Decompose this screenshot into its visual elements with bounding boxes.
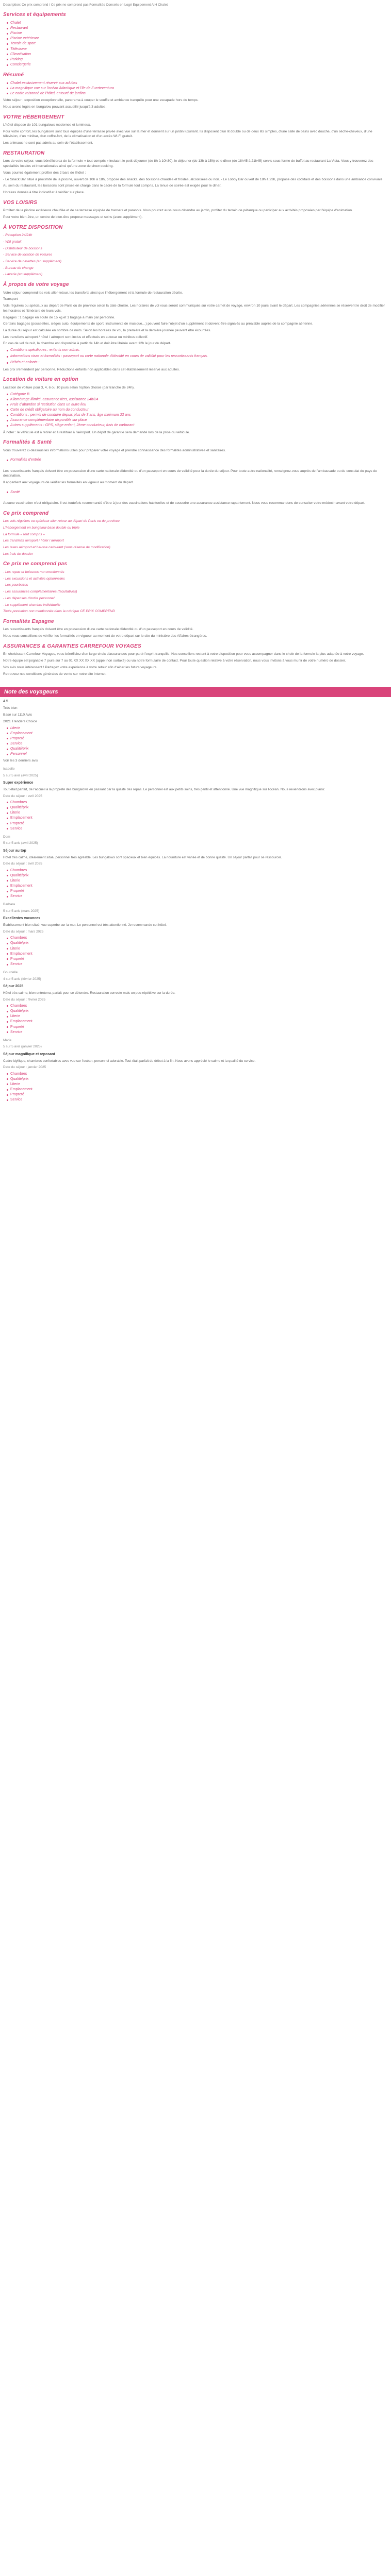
restauration-p4: Au sein du restaurant, les boissons sont prises en charge dans le cadre de la formule tout compris. La tenue de soirée est exigée pour le dîner. — [3, 184, 222, 188]
review-title: Excellentes vacances — [3, 917, 40, 921]
review-author: Isabelle — [3, 767, 15, 771]
restauration-p5: Horaires donnés à titre indicatif et à vérifier sur place. — [3, 191, 85, 195]
resume-p1: Votre séjour : exposition exceptionnelle, panorama à couper le souffle et ambiance tranquille pour une escapade hors du temps. — [3, 98, 199, 103]
score-criterion: Literie — [6, 726, 388, 731]
transport-p11: Bébés et enfants : — [6, 360, 388, 365]
review-rating: 5 sur 5 avis (avril 2025) — [3, 841, 38, 845]
voyage-title: Formalités Espagne — [3, 618, 54, 624]
review-criterion: Service — [6, 826, 388, 832]
review-date: Date du séjour : avril 2025 — [3, 862, 42, 866]
review-criterion: Emplacement — [6, 884, 388, 889]
disposition-item: - Distributeur de boissons — [3, 246, 42, 250]
reviews-banner — [0, 687, 391, 697]
noninclus-p3: - Les pourboires — [3, 583, 28, 587]
location-item: Conditions : permis de conduire depuis plus de 3 ans, âge minimum 23 ans — [6, 413, 388, 418]
review-author: Gourdelle — [3, 971, 18, 975]
resume-item: Le cadre raisonné de l'hôtel, entouré de jardins — [6, 91, 388, 96]
review-criterion: Qualité/prix — [6, 1077, 388, 1082]
review-rating: 4 sur 5 avis (février 2025) — [3, 977, 41, 981]
noninclus-title: Ce prix ne comprend pas — [3, 561, 68, 567]
disposition-item: - Service de location de voitures — [3, 253, 53, 257]
transport-p7: Les transferts aéroport / hôtel / aéroport sont inclus et effectués en autocar ou minibus collectif. — [3, 335, 149, 339]
inclus-p2: L'hébergement en bungalow base double ou triple — [3, 526, 80, 530]
review-criterion: Literie — [6, 810, 388, 816]
score-criterion: Service — [6, 741, 388, 747]
review-criterion: Emplacement — [6, 1019, 388, 1024]
inclus-p1: Les vols réguliers ou spéciaux aller-retour au départ de Paris ou de province — [3, 519, 120, 523]
review-criterion: Chambres — [6, 936, 388, 941]
review-item — [3, 970, 388, 1035]
assurances-p4: Retrouvez nos conditions générales de vente sur notre site internet. — [3, 672, 107, 676]
review-criterion: Chambres — [6, 868, 388, 873]
inclus-p6: Les frais de dossier — [3, 552, 33, 556]
formalites-list2 — [6, 490, 388, 495]
service-item: Climatisation — [6, 52, 388, 57]
service-item: Restaurant — [6, 26, 388, 31]
services-list — [6, 21, 388, 67]
formalites-item: Santé — [6, 490, 388, 495]
formalites-list — [6, 457, 388, 463]
resume-title: Résumé — [3, 72, 24, 78]
transport-p8: En cas de vol de nuit, la chambre est disponible à partir de 14h et doit être libérée avant 12h le jour du départ. — [3, 342, 171, 346]
review-body: Hôtel très calme, idéalement situé, personnel très agréable. Les bungalows sont spacieux et bien équipés. La nourriture est variée et de bonne qualité. Un séjour parfait pour se ressourcer. — [3, 855, 282, 859]
loisirs-title: VOS LOISIRS — [3, 199, 38, 206]
review-date: Date du séjour : mars 2025 — [3, 929, 44, 934]
review-criterion: Literie — [6, 1082, 388, 1087]
resume-list — [6, 81, 388, 96]
assurances-p3: Vos avis nous intéressent ! Partagez votre expérience à votre retour afin d'aider les futurs voyageurs. — [3, 665, 158, 669]
review-criterion: Propreté — [6, 1025, 388, 1030]
review-criterion: Qualité/prix — [6, 1009, 388, 1014]
locations-p2: À noter : le véhicule est à retirer et à restituer à l'aéroport. Un dépôt de garantie sera demandé lors de la prise du véhicule. — [3, 430, 190, 434]
formalites-p3: Il appartient aux voyageurs de vérifier les formalités en vigueur au moment du départ. — [3, 481, 134, 485]
review-criterion: Literie — [6, 878, 388, 884]
review-author: Dom — [3, 835, 10, 839]
voyage-p1: Les ressortissants français doivent être en possession d'une carte nationale d'identité ou d'un passeport en cours de validité. — [3, 628, 193, 632]
service-item: Terrain de sport — [6, 41, 388, 46]
hebergement-title: VOTRE HÉBERGEMENT — [3, 114, 64, 120]
resume-item: La magnifique vue sur l'océan Atlantique et l'île de Fuerteventura — [6, 86, 388, 91]
review-criterion: Emplacement — [6, 1087, 388, 1092]
reviews-banner-title: Note des voyageurs — [4, 689, 58, 696]
score-criteria-list — [6, 726, 388, 757]
score-value: 4.5 — [3, 700, 8, 704]
restauration-p3: - Le Snack Bar situé à proximité de la piscine, ouvert de 10h à 18h, propose des snacks, des boissons chaudes et froides, alcoolisées ou non. - Le Lobby Bar ouvert de 18h à 23h, propose des cocktails et des boissons dans une ambiance conviviale. — [3, 177, 384, 181]
assurances-title: ASSURANCES & GARANTIES CARREFOUR VOYAGES — [3, 643, 141, 649]
noninclus-p7: Toute prestation non mentionnée dans la rubrique CE PRIX COMPREND — [3, 609, 115, 614]
hebergement-p2: Pour votre confort, les bungalows sont tous équipés d'une terrasse privée avec vue sur la mer et donnent sur un jardin luxuriant. Ils disposent d'un lit double ou de deux lits simples, d'une salle de bains avec douche, d'un sèche-cheveux, d'une télévision, d'un minibar, d'un coffre-fort, de la climatisation et d'un accès Wi-Fi gratuit. — [3, 129, 372, 139]
transport-title: À propos de votre voyage — [3, 282, 69, 288]
review-criteria — [6, 936, 388, 967]
transport-p4: Bagages : 1 bagage en soute de 15 kg et 1 bagage à main par personne. — [3, 315, 116, 319]
score-label: Très bien — [3, 706, 18, 710]
disposition-item: - Bureau de change — [3, 266, 34, 270]
hebergement-p3: Les animaux ne sont pas admis au sein de l'établissement. — [3, 141, 93, 145]
noninclus-p5: - Les dépenses d'ordre personnel — [3, 596, 55, 600]
review-title: Super expérience — [3, 781, 34, 785]
review-criterion: Propreté — [6, 889, 388, 894]
noninclus-p4: - Les assurances complémentaires (facultatives) — [3, 590, 77, 594]
review-item — [3, 835, 388, 900]
score-criterion: Personnel — [6, 752, 388, 757]
location-item: Kilométrage illimité, assurance tiers, assistance 24h/24 — [6, 397, 388, 402]
review-criteria — [6, 1004, 388, 1035]
resume-p2: Nous avons logés en bungalow pouvant accueillir jusqu'à 3 adultes. — [3, 105, 107, 109]
transport-p2: Transport — [3, 297, 18, 301]
review-item — [3, 767, 388, 832]
service-item: Chalet — [6, 21, 388, 26]
review-body: Hôtel très calme, bien entretenu, parfait pour se détendre. Restauration correcte mais un peu répétitive sur la durée. — [3, 991, 175, 995]
loisirs-p2: Pour votre bien-être, un centre de bien-être propose massages et soins (avec supplément). — [3, 215, 143, 219]
review-criteria — [6, 1072, 388, 1103]
inclus-p4: Les transferts aéroport / hôtel / aéroport — [3, 539, 64, 543]
score-criterion: Emplacement — [6, 731, 388, 736]
reviews-list — [3, 767, 388, 1103]
review-rating: 5 sur 5 avis (mars 2025) — [3, 909, 40, 913]
review-criterion: Emplacement — [6, 952, 388, 957]
transport-p12: Les prix s'entendent par personne. Réductions enfants non applicables dans cet établissement réservé aux adultes. — [3, 367, 180, 371]
review-criterion: Qualité/prix — [6, 941, 388, 946]
review-criterion: Chambres — [6, 1004, 388, 1009]
restauration-title: RESTAURATION — [3, 150, 45, 156]
transport-p3: Vols réguliers ou spéciaux au départ de Paris ou de province selon la date choisie. Les horaires de vol vous seront communiqués sur votre carnet de voyage, environ 10 jours avant le départ. Les compagnies aériennes se réservent le droit de modifier les horaires et l'itinéraire de leurs vols. — [3, 304, 385, 313]
review-item — [3, 1038, 388, 1103]
review-author: Barbara — [3, 903, 15, 907]
review-rating: 5 sur 5 avis (janvier 2025) — [3, 1045, 42, 1049]
location-item: Carte de crédit obligatoire au nom du conducteur — [6, 408, 388, 413]
disposition-title: À VOTRE DISPOSITION — [3, 224, 63, 230]
review-criteria — [6, 800, 388, 832]
review-criterion: Qualité/prix — [6, 873, 388, 878]
review-item — [3, 902, 388, 967]
review-criterion: Service — [6, 1030, 388, 1035]
locations-p1: Location de voiture pour 3, 4, 6 ou 10 jours selon l'option choisie (par tranche de 24h). — [3, 385, 135, 389]
review-author: Marie — [3, 1038, 12, 1042]
review-criterion: Service — [6, 894, 388, 899]
intro-text: Description: Ce prix comprend / Ce prix ne comprend pas Formalités Conseils en Logé Equipement AIH Chalet — [3, 3, 168, 7]
review-title: Séjour au top — [3, 849, 26, 853]
disposition-item: - Réception 24/24h — [3, 233, 32, 238]
formalites-title: Formalités & Santé — [3, 439, 52, 446]
transport-p5: Certains bagages (poussettes, sièges auto, équipements de sport, instruments de musique…) peuvent faire l'objet d'un supplément et doivent être signalés au préalable auprès de la compagnie aérienne. — [3, 322, 314, 326]
noninclus-p1: - Les repas et boissons non mentionnés — [3, 570, 64, 574]
restauration-p2: Vous pourrez également profiter des 2 bars de l'hôtel : — [3, 171, 86, 175]
score-block — [3, 699, 388, 764]
inclus-title: Ce prix comprend — [3, 510, 49, 516]
transport-p10: Informations visas et formalités : passeport ou carte nationale d'identité en cours de validité pour les ressortissants français. — [6, 354, 388, 359]
formalites-p4: Aucune vaccination n'est obligatoire. Il est toutefois recommandé d'être à jour des vaccinations habituelles et de souscrire une assurance assistance rapatriement. Nous vous recommandons de consulter votre médecin avant votre départ. — [3, 501, 365, 505]
review-body: Cadre idyllique, chambres confortables avec vue sur l'océan, personnel adorable. Tout était parfait du début à la fin. Nous avons apprécié le calme et la qualité du service. — [3, 1059, 256, 1063]
voyage-p2: Nous vous conseillons de vérifier les formalités en vigueur au moment de votre départ sur le site du ministère des Affaires étrangères. — [3, 634, 207, 638]
resume-item: Chalet exclusivement réservé aux adultes — [6, 81, 388, 86]
location-item: Assurance complémentaire disponible sur place — [6, 418, 388, 423]
score-criterion: Propreté — [6, 736, 388, 741]
review-criterion: Chambres — [6, 1072, 388, 1077]
inclus-p3: La formule « tout compris » — [3, 532, 45, 536]
disposition-item: - Service de navettes (en supplément) — [3, 260, 62, 264]
review-body: Établissement bien situé, vue superbe sur la mer. Le personnel est très attentionné. Je recommande cet hôtel. — [3, 923, 167, 927]
service-item: Téléviseur — [6, 47, 388, 52]
location-item: Catégorie B — [6, 392, 388, 397]
review-criterion: Propreté — [6, 821, 388, 826]
review-criterion: Service — [6, 1097, 388, 1103]
review-body: Tout était parfait, de l'accueil à la propreté des bungalows en passant par la qualité des repas. Le personnel est aux petits soins, très gentil et attentionné. Une vue magnifique sur l'océan. Nous reviendrons avec plaisir. — [3, 788, 325, 792]
review-date: Date du séjour : janvier 2025 — [3, 1065, 46, 1070]
review-rating: 5 sur 5 avis (avril 2025) — [3, 773, 38, 777]
loisirs-p1: Profitez de la piscine extérieure chauffée et de sa terrasse équipée de transats et parasols. Vous pourrez aussi vous détendre au jardin, profiter du terrain de pétanque ou participer aux activités proposées par l'équipe d'animation. — [3, 209, 353, 213]
review-criterion: Literie — [6, 946, 388, 952]
formalites-p2: Les ressortissants français doivent être en possession d'une carte nationale d'identité ou d'un passeport en cours de validité pour la durée du séjour. Pour toute autre nationalité, renseignez-vous auprès de l'ambassade ou du consulat du pays de destination. — [3, 469, 377, 478]
score-source: 2021 Trenders Choice — [3, 719, 37, 723]
review-criterion: Qualité/prix — [6, 805, 388, 810]
hebergement-p1: L'hôtel dispose de 101 bungalows modernes et lumineux. — [3, 123, 91, 127]
score-based: Basé sur 1110 Avis — [3, 713, 32, 717]
locations-list — [6, 392, 388, 429]
service-item: Conciergerie — [6, 62, 388, 67]
formalites-p1: Vous trouverez ci-dessous les informations utiles pour préparer votre voyage et prendre connaissance des formalités administratives et sanitaires. — [3, 448, 226, 452]
transport-p9: Conditions spécifiques : enfants non admis. — [6, 348, 388, 353]
review-title: Séjour 2025 — [3, 984, 24, 988]
noninclus-p6: - Le supplément chambre individuelle — [3, 603, 60, 607]
review-date: Date du séjour : février 2025 — [3, 997, 46, 1002]
assurances-p2: Notre équipe est joignable 7 jours sur 7 au 01 XX XX XX XX (appel non surtaxé) ou via notre formulaire de contact. Pour toute question relative à votre réservation, nous vous invitons à vous munir de votre numéro de dossier. — [3, 659, 346, 663]
inclus-p5: Les taxes aéroport et hausse carburant (sous réserve de modification) — [3, 545, 110, 549]
review-criterion: Literie — [6, 1014, 388, 1019]
review-criterion: Propreté — [6, 957, 388, 962]
service-item: Parking — [6, 57, 388, 62]
transport-p6: La durée du séjour est calculée en nombre de nuits. Selon les horaires de vol, la première et la dernière journée peuvent être écourtées. — [3, 329, 211, 333]
review-criterion: Service — [6, 962, 388, 967]
review-title: Séjour magnifique et reposant — [3, 1052, 55, 1056]
noninclus-p2: - Les excursions et activités optionnelles — [3, 577, 65, 581]
location-item: Autres suppléments : GPS, siège enfant, 2ème conducteur, frais de carburant — [6, 423, 388, 428]
score-count[interactable]: Voir les 3 derniers avis — [3, 759, 38, 763]
disposition-item: - Laverie (en supplément) — [3, 273, 43, 277]
location-item: Frais d'abandon si restitution dans un autre lieu — [6, 402, 388, 408]
assurances-p1: En choisissant Carrefour Voyages, vous bénéficiez d'un large choix d'assurances pour partir l'esprit tranquille. Nos conseillers restent à votre disposition pour vous accompagner dans le choix de la formule la plus adaptée à votre voyage. — [3, 652, 364, 656]
restauration-p1: Lors de votre séjour, vous bénéficierez de la formule « tout compris » incluant le petit-déjeuner (de 8h à 10h30), le déjeuner (de 13h à 15h) et le dîner (de 18h45 à 21h45) servis sous forme de buffet au restaurant La Vista. Vous y trouverez des spécialités locales et internationales ainsi qu'une zone de show cooking. — [3, 159, 373, 168]
disposition-item: - Wifi gratuit — [3, 240, 22, 244]
formalites-item: Formalités d'entrée — [6, 457, 388, 463]
score-criterion: Qualité/prix — [6, 747, 388, 752]
review-criterion: Emplacement — [6, 816, 388, 821]
locations-title: Location de voiture en option — [3, 377, 78, 383]
review-criterion: Chambres — [6, 800, 388, 805]
service-item: Piscine extérieure — [6, 36, 388, 41]
review-date: Date du séjour : avril 2025 — [3, 794, 42, 798]
service-item: Piscine — [6, 31, 388, 36]
review-criteria — [6, 868, 388, 900]
disposition-list — [3, 233, 388, 277]
services-title: Services et équipements — [3, 12, 66, 18]
transport-p1: Votre séjour comprend les vols aller-retour, les transferts ainsi que l'hébergement et la formule de restauration décrite. — [3, 291, 183, 295]
review-criterion: Propreté — [6, 1092, 388, 1097]
